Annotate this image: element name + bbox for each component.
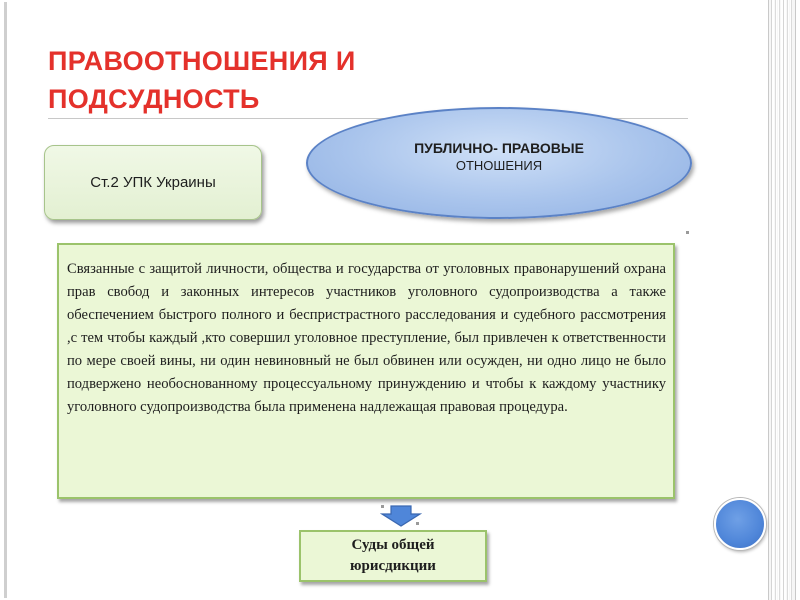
decorative-dot (686, 231, 689, 234)
public-legal-relations-ellipse (306, 107, 692, 219)
description-box (57, 243, 675, 499)
blue-circle-icon (714, 498, 766, 550)
slide-title: ПРАВООТНОШЕНИЯ И ПОДСУДНОСТЬ (48, 46, 356, 114)
slide-frame-right-inner (771, 0, 793, 600)
source-box (44, 145, 262, 220)
ellipse-line-1: ПУБЛИЧНО- ПРАВОВЫЕ (414, 140, 584, 156)
source-box-label: Ст.2 УПК Украины (90, 174, 216, 191)
court-box (299, 530, 487, 582)
court-box-line-1: Суды общей (351, 537, 435, 553)
court-box-line-2: юрисдикции (350, 558, 436, 574)
description-text: Связанные с защитой личности, общества и государства от уголовных правонарушений охрана прав свобод и законных интересов участников уголовного судопроизводства а также обеспечением быстрого полного и беспристрастного расследования и судебного рассмотрения ,с тем чтобы каждый ,кто совершил уголовное преступление, был привлечен к ответственности по мере своей вины, ни один невиновный не был обвинен или осужден, ни одно лицо не было подвержено необоснованному процессуальному принуждению и чтобы к каждому участнику уголовного судопроизводства была применена надлежащая правовая процедура. (67, 261, 666, 415)
down-arrow-icon (380, 505, 422, 527)
slide-frame-left (4, 2, 7, 598)
ellipse-line-2: ОТНОШЕНИЯ (455, 158, 543, 173)
